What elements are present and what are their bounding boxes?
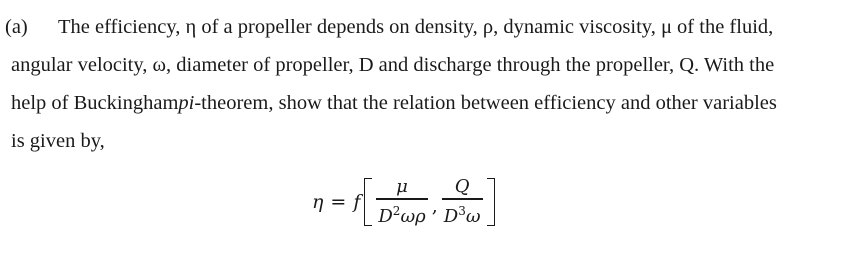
fraction-2-den-rest: ω <box>465 205 481 227</box>
fraction-1-den-power: 2 <box>392 203 401 218</box>
equation-function: f <box>353 191 361 213</box>
fraction-2-numerator: Q <box>454 176 470 198</box>
fraction-discharge-term <box>442 176 483 227</box>
fraction-2-den-power: 3 <box>458 203 466 218</box>
right-bracket <box>487 178 495 226</box>
question-label: (a) <box>5 16 28 38</box>
fraction-1-den-base: D <box>378 205 393 227</box>
question-line-1 <box>5 0 841 46</box>
fraction-1-den-rest: ωρ <box>400 205 426 227</box>
equation-separator: , <box>431 195 438 217</box>
fraction-1-numerator: μ <box>396 176 408 198</box>
question-text-line-1: The efficiency, η of a propeller depends on density, ρ, dynamic viscosity, μ of the fluid, <box>58 16 774 38</box>
fraction-2-den-base: D <box>443 205 459 227</box>
question-line-2 <box>11 46 841 84</box>
fraction-viscosity-term <box>376 176 427 227</box>
question-text-line-3-end: -theorem, show that the relation between efficiency and other variables <box>194 92 777 114</box>
pi-theorem-italic: pi <box>178 92 195 114</box>
question-paragraph <box>5 0 841 160</box>
fraction-2-denominator <box>442 200 483 228</box>
question-text-line-2: angular velocity, ω, diameter of propeller, D and discharge through the propeller, Q. With the <box>11 54 775 76</box>
question-text-line-4: is given by, <box>11 130 105 152</box>
question-text-line-3-start: help of Buckingham <box>11 92 179 114</box>
fraction-1-denominator <box>376 200 427 228</box>
equation-equals: = <box>330 191 347 213</box>
equation-lhs: η <box>312 191 324 213</box>
question-line-3 <box>11 84 841 122</box>
question-line-4 <box>11 122 841 160</box>
efficiency-equation <box>312 172 495 232</box>
left-bracket <box>364 178 372 226</box>
